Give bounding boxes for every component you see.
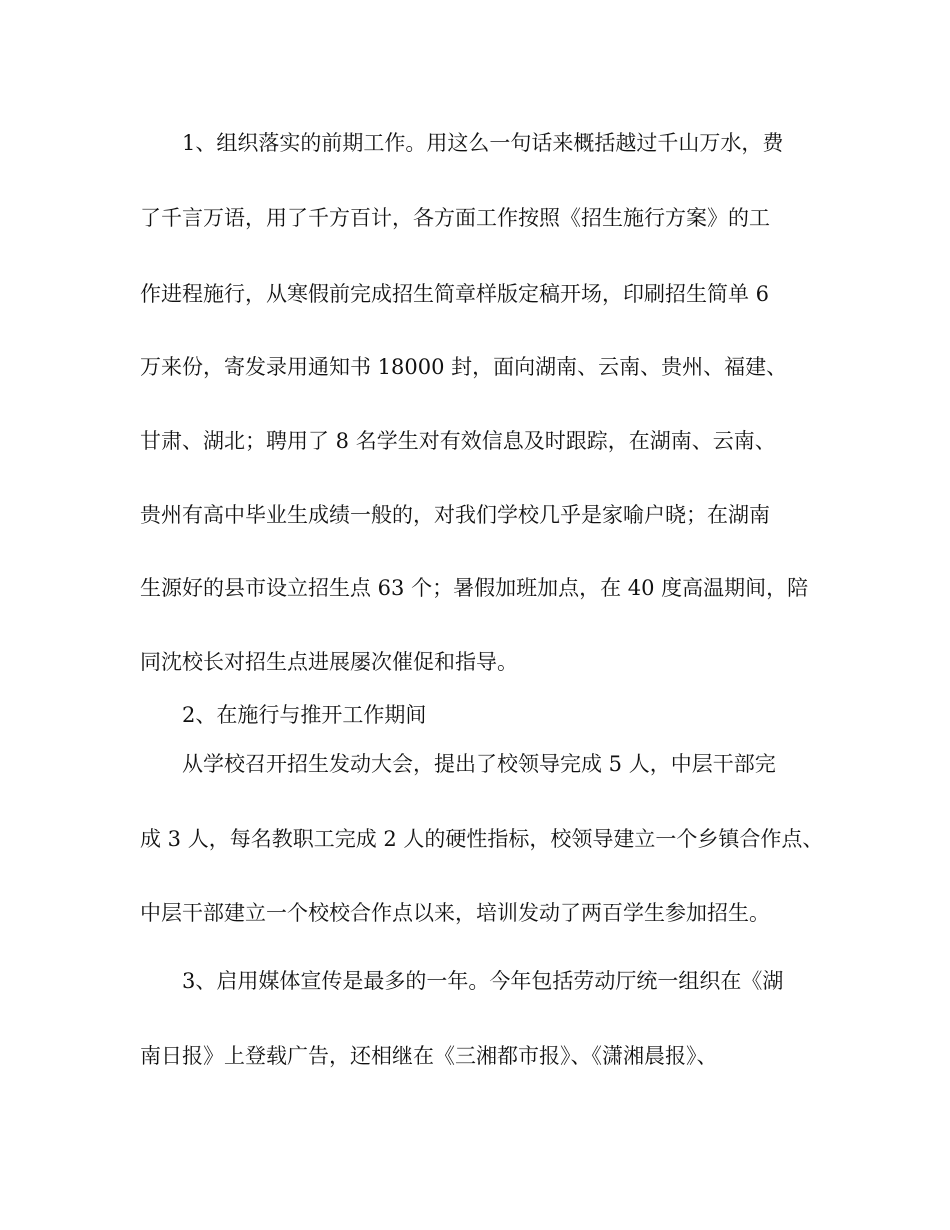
paragraph-1-line-2: 了千言万语，用了千方百计，各方面工作按照《招生施行方案》的工 <box>140 206 770 230</box>
paragraph-1-line-4: 万来份，寄发录用通知书 18000 封，面向湖南、云南、贵州、福建、 <box>140 355 788 379</box>
paragraph-1-line-7: 生源好的县市设立招生点 63 个；暑假加班加点，在 40 度高温期间，陪 <box>140 576 809 600</box>
paragraph-1-line-3: 作进程施行，从寒假前完成招生简章样版定稿开场，印刷招生简单 6 <box>140 282 770 306</box>
paragraph-3-line-2: 成 3 人，每名教职工完成 2 人的硬性指标，校领导建立一个乡镇合作点、 <box>140 827 824 851</box>
paragraph-1-line-5: 甘肃、湖北；聘用了 8 名学生对有效信息及时跟踪，在湖南、云南、 <box>140 429 776 453</box>
paragraph-2-heading: 2、在施行与推开工作期间 <box>182 703 427 727</box>
paragraph-3-line-3: 中层干部建立一个校校合作点以来，培训发动了两百学生参加招生。 <box>140 901 770 925</box>
paragraph-1-line-1: 1、组织落实的前期工作。用这么一句话来概括越过千山万水，费 <box>182 131 784 155</box>
paragraph-4-line-2: 南日报》上登载广告，还相继在《三湘都市报》、《潇湘晨报》、 <box>140 1044 718 1068</box>
paragraph-4-line-1: 3、启用媒体宣传是最多的一年。今年包括劳动厅统一组织在《湖 <box>182 969 784 993</box>
paragraph-3-line-1: 从学校召开招生发动大会，提出了校领导完成 5 人，中层干部完 <box>182 752 776 776</box>
paragraph-1-line-6: 贵州有高中毕业生成绩一般的，对我们学校几乎是家喻户晓；在湖南 <box>140 503 770 527</box>
paragraph-1-line-8: 同沈校长对招生点进展屡次催促和指导。 <box>140 650 518 674</box>
